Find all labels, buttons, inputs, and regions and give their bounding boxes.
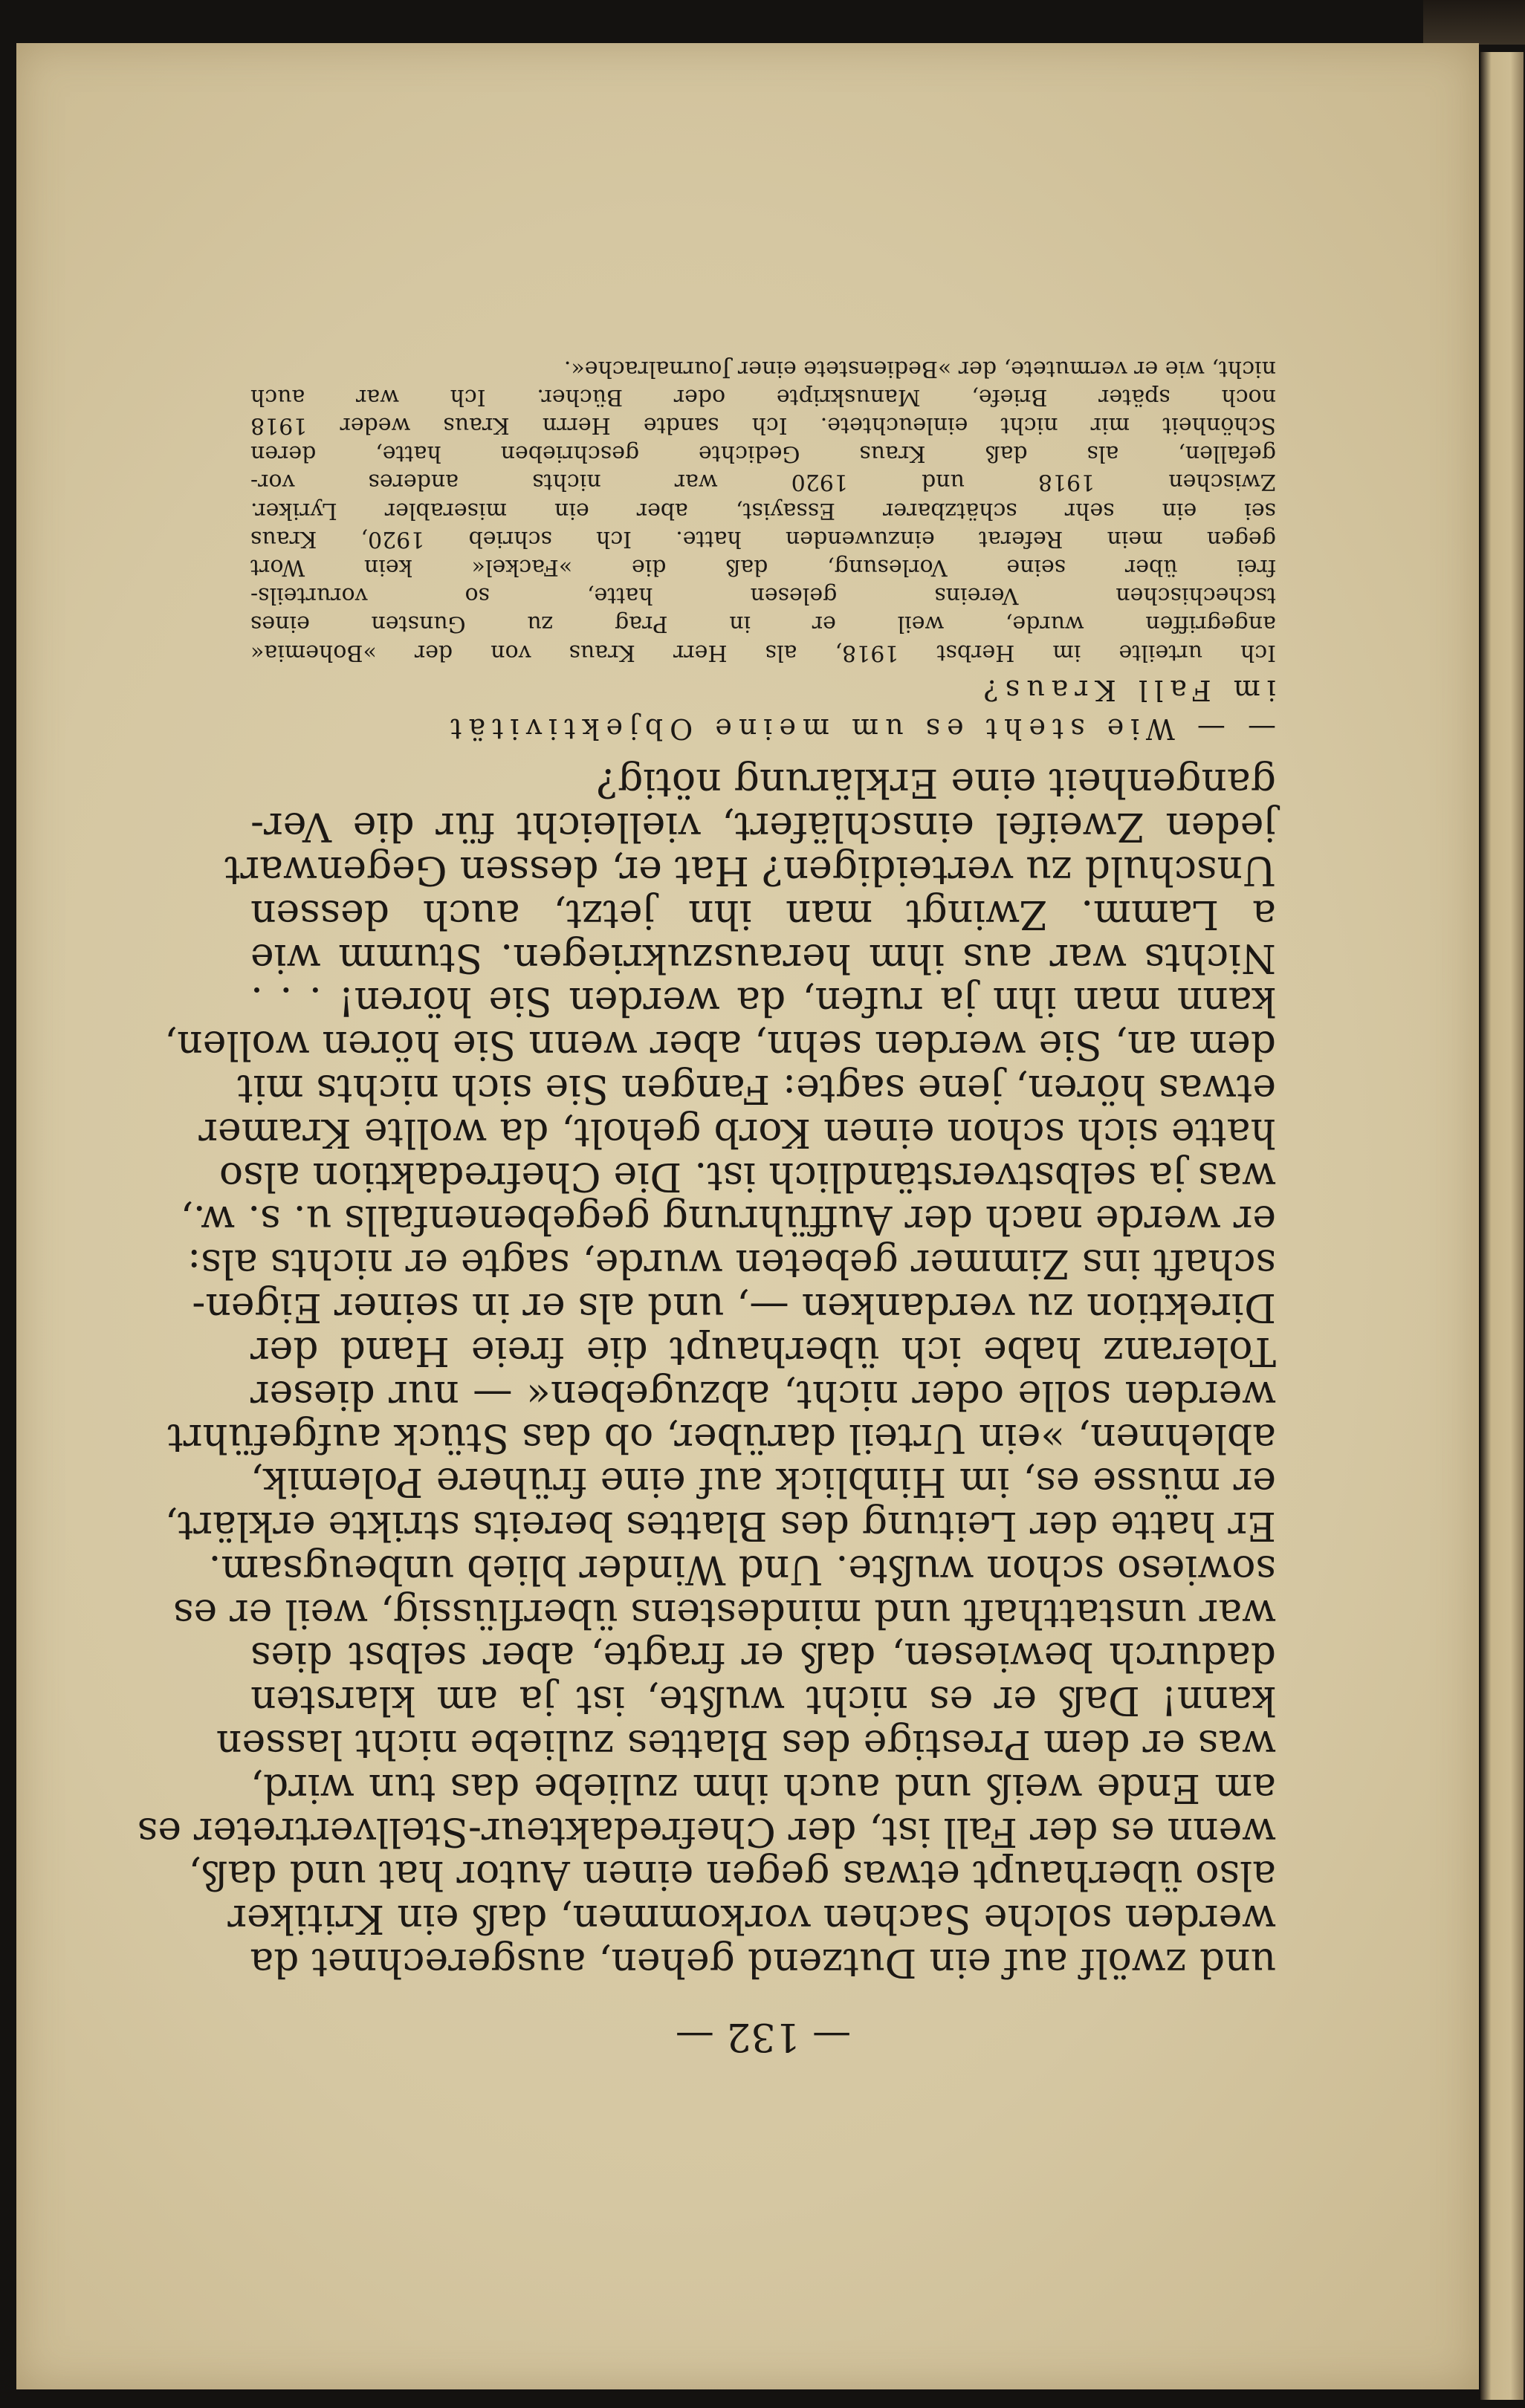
footnote-line: nicht, wie er vermutete, der »Bedienstete einer Journalrache«.	[563, 355, 1276, 382]
body-line: dem an, Sie werden sehn, aber wenn Sie hören wollen,	[164, 1022, 1276, 1070]
body-line: was ja selbstverständlich ist. Die Chefredaktion also	[218, 1153, 1276, 1201]
body-line: er werde nach der Aufführung gegebenenfalls u. s. w.,	[180, 1197, 1276, 1244]
body-line: sowieso schon wußte. Und Winder blieb unbeugsam.	[208, 1546, 1276, 1594]
body-line: etwas hören, jene sagte: Fangen Sie sich nichts mit	[237, 1066, 1276, 1114]
footnote-line: gegen mein Referat einzuwenden hatte. Ich schrieb 1920, Kraus	[250, 525, 1276, 552]
body-line: werden solle oder nicht, abzugeben« — nur dieser	[250, 1372, 1276, 1419]
body-line: jeden Zweifel einschläfert, vielleicht für die Ver-	[250, 804, 1276, 851]
footnote-line: sei ein sehr schätzbarer Essayist, aber ein miserabler Lyriker.	[250, 497, 1276, 524]
body-line: hatte sich schon einen Korb geholt, da wollte Kramer	[198, 1109, 1276, 1157]
body-line: was er dem Prestige des Blattes zuliebe nicht lassen	[216, 1721, 1276, 1769]
body-line: am Ende weiß und auch ihm zuliebe das tun wird,	[250, 1765, 1276, 1812]
heading-line: im Fall Kraus?	[977, 673, 1276, 707]
small-print-paragraph	[250, 354, 1276, 666]
body-line: Toleranz habe ich überhaupt die freie Hand der	[250, 1328, 1276, 1375]
footnote-line: noch später Briefe, Manuskripte oder Bücher. Ich war auch	[250, 383, 1276, 410]
footnote-line: gefallen, als daß Kraus Gedichte geschrieben hatte, deren	[250, 441, 1276, 467]
page-number: — 132 —	[675, 2014, 852, 2059]
footnote-line: Schönheit mir nicht einleuchtete. Ich sandte Herrn Kraus weder 1918	[250, 412, 1276, 439]
body-line: Nichts war aus ihm herauszukriegen. Stumm wie	[250, 935, 1276, 982]
body-line: Unschuld zu verteidigen? Hat er, dessen Gegenwart	[224, 848, 1276, 895]
footnote-line: tschechischen Vereins gelesen hatte, so vorurteils-	[250, 582, 1276, 609]
body-line: Er hatte der Leitung des Blattes bereits strikte erklärt,	[164, 1503, 1276, 1551]
body-line: Direktion zu verdanken —, und als er in seiner Eigen-	[192, 1285, 1276, 1332]
body-line: a Lamm. Zwingt man ihn jetzt, auch dessen	[250, 891, 1276, 938]
body-line: war unstatthaft und mindestens überflüssig, weil er es	[173, 1590, 1276, 1638]
body-line: ablehnen, »ein Urteil darüber, ob das Stück aufgeführt	[167, 1415, 1276, 1463]
body-line: kann man ihn ja rufen, da werden Sie hören! . . .	[250, 979, 1276, 1026]
body-line: also überhaupt etwas gegen einen Autor hat und daß,	[188, 1852, 1276, 1900]
body-line: dadurch bewiesen, daß er fragte, aber selbst dies	[250, 1634, 1276, 1681]
body-line: und zwölf auf ein Dutzend gehen, ausgerechnet da	[250, 1940, 1276, 1987]
body-line: schaft ins Zimmer gebeten wurde, sagte er nichts als:	[187, 1241, 1276, 1288]
body-line: er müsse es, im Hinblick auf eine frühere Polemik,	[250, 1459, 1276, 1507]
footnote-line: Ich urteilte im Herbst 1918, als Herr Kraus von der »Bohemia«	[250, 639, 1276, 666]
body-line: werden solche Sachen vorkommen, daß ein Kritiker	[227, 1896, 1276, 1944]
footnote-line: angegriffen wurde, weil er in Prag zu Gunsten eines	[250, 611, 1276, 637]
body-text	[137, 760, 1276, 1987]
footnote-line: Zwischen 1918 und 1920 war nichts anderes vor-	[250, 469, 1276, 496]
heading-line: — — Wie steht es um meine Objektivität	[444, 712, 1276, 745]
body-line: gangenheit eine Erklärung nötig?	[596, 760, 1276, 808]
page-text-block	[137, 354, 1276, 2059]
footnote-line: frei über seine Vorlesung, daß die »Fackel« kein Wort	[250, 554, 1276, 581]
body-line: kann! Daß er es nicht wußte, ist ja am klarsten	[250, 1678, 1276, 1725]
section-heading	[250, 671, 1276, 748]
body-line: wenn es der Fall ist, der Chefredakteur-Stellvertreter es	[137, 1808, 1276, 1856]
